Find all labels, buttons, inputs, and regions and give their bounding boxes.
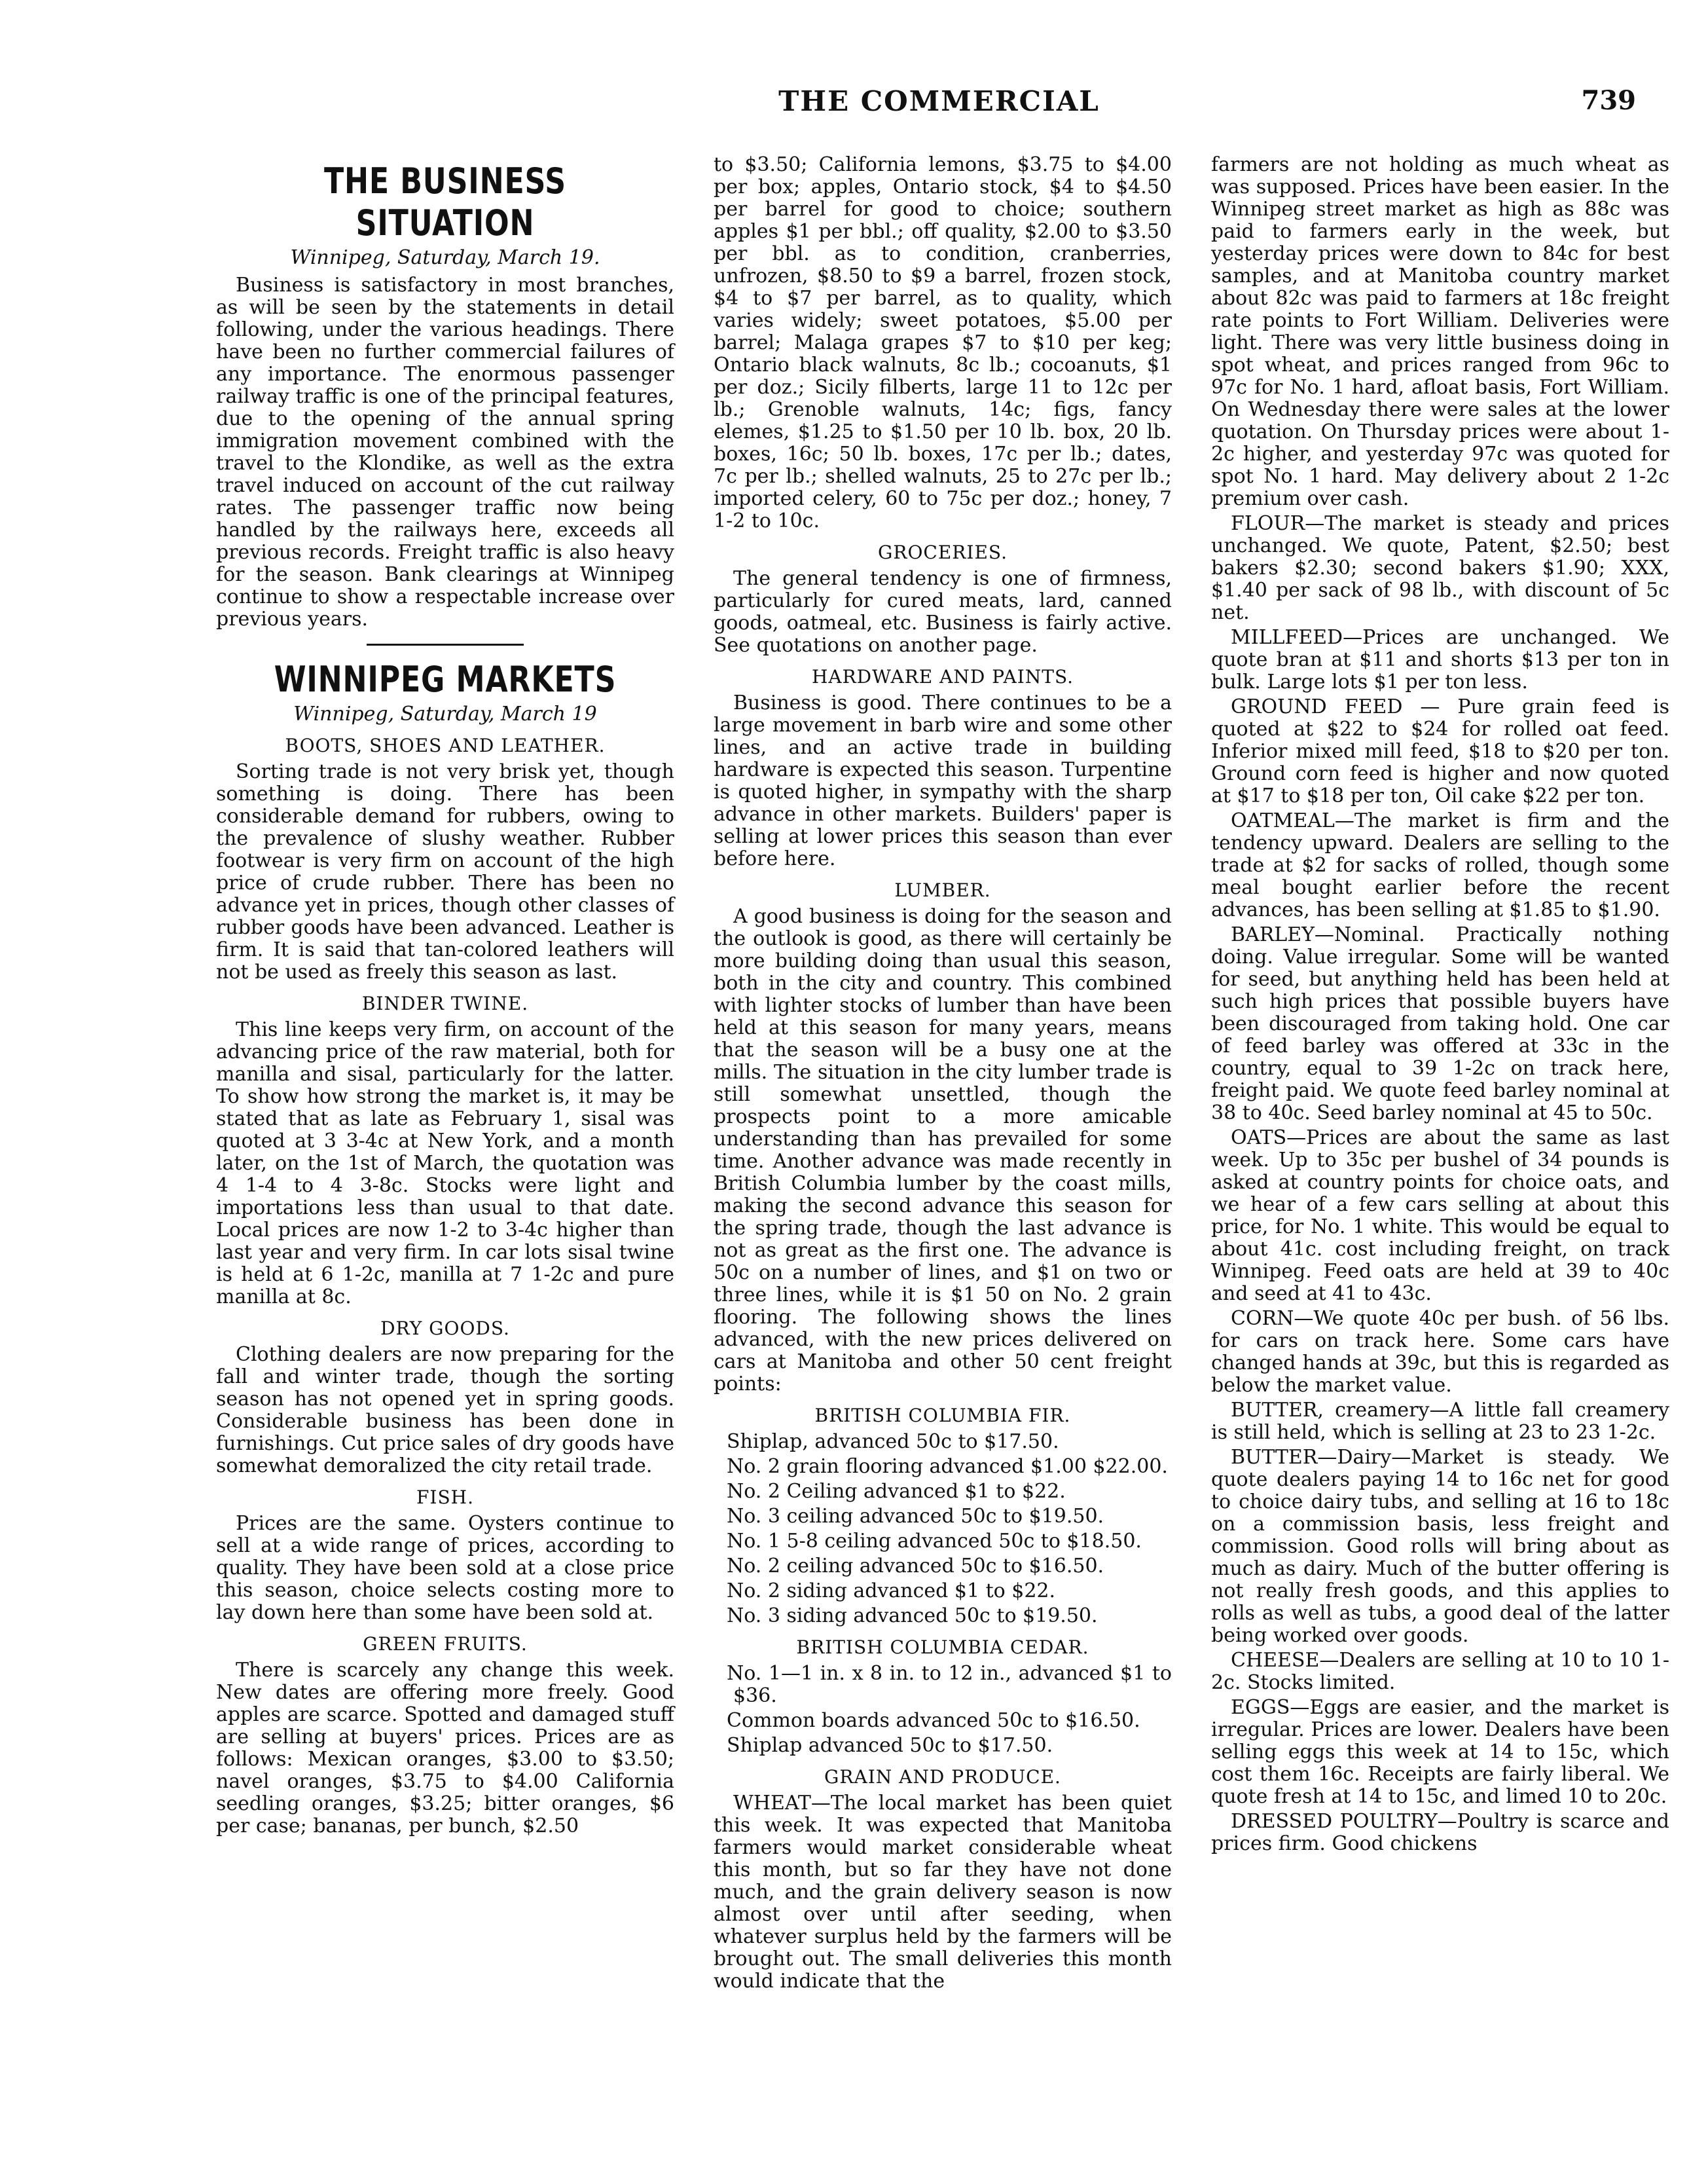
paragraph: farmers are not holding as much wheat as was supposed. Prices have been easier. In the Winnipeg street market as high as 88c was paid to farmers early in the week, but yesterday prices were down to 84c for best samples, and at Manitoba country market about 82c was paid to farmers at 18c freight rate points to Fort William. Deliveries were light. There was very little business doing in spot wheat, and prices ranged from 96c to 97c for No. 1 hard, afloat basis, Fort William. On Wednesday there were sales at the lower quotation. On Thursday prices were about 1-2c higher, and yesterday 97c was quoted for spot No. 1 hard. May delivery about 2 1-2c premium over cash. [1211,153,1669,510]
dateline: Winnipeg, Saturday, March 19. [290,246,600,269]
column-2 [714,154,1172,1995]
column-3 [1211,154,1669,1995]
headline-winnipeg-markets: WINNIPEG MARKETS [274,659,617,700]
section-heading: BOOTS, SHOES AND LEATHER. [285,735,606,756]
paragraph: WHEAT—The local market has been quiet this week. It was expected that Manitoba farmers would market considerable wheat this month, but so far they have not done much, and the grain delivery season is now almost over until after seeding, when whatever surplus held by the farmers will be brought out. The small deliveries this month would indicate that the [714,1792,1172,1993]
list-item: No. 1—1 in. x 8 in. to 12 in., advanced $1 to $36. [727,1662,1172,1707]
section-heading: BRITISH COLUMBIA FIR. [814,1405,1071,1426]
section-heading: GREEN FRUITS. [363,1633,528,1655]
list-item: Common boards advanced 50c to $16.50. [727,1709,1140,1732]
cedar-price-list [714,1663,1172,1757]
headline-business-situation: THE BUSINESS SITUATION [324,160,566,244]
list-item: Shiplap advanced 50c to $17.50. [727,1734,1053,1757]
section-heading: GRAIN AND PRODUCE. [824,1766,1061,1788]
fir-price-list [714,1431,1172,1627]
list-item: No. 2 siding advanced $1 to $22. [727,1579,1056,1602]
list-item: Shiplap, advanced 50c to $17.50. [727,1430,1059,1453]
list-item: No. 3 ceiling advanced 50c to $19.50. [727,1505,1104,1528]
paragraph: FLOUR—The market is steady and prices unchanged. We quote, Patent, $2.50; best bakers $2.30; second bakers $1.90; XXX, $1.40 per sack of 98 lb., with discount of 5c net. [1211,512,1669,624]
paragraph: EGGS—Eggs are easier, and the market is irregular. Prices are lower. Dealers have been selling eggs this week at 14 to 15c, which cost them 16c. Receipts are fairly liberal. We quote fresh at 14 to 15c, and limed 10 to 20c. [1211,1696,1669,1808]
paragraph: There is scarcely any change this week. New dates are offering more freely. Good apples are scarce. Spotted and damaged stuff are selling at buyers' prices. Prices are as follows: Mexican oranges, $3.00 to $3.50; navel oranges, $3.75 to $4.00 California seedling oranges, $3.25; bitter oranges, $6 per case; bananas, per bunch, $2.50 [216,1659,674,1837]
dateline: Winnipeg, Saturday, March 19 [293,703,597,726]
running-head [216,85,1662,124]
paragraph: DRESSED POULTRY—Poultry is scarce and prices firm. Good chickens [1211,1810,1669,1855]
list-item: No. 2 Ceiling advanced $1 to $22. [727,1480,1066,1503]
journal-title: THE COMMERCIAL [778,85,1100,117]
section-heading: FISH. [416,1486,474,1508]
section-heading: GROCERIES. [878,542,1008,563]
paragraph: GROUND FEED — Pure grain feed is quoted at $22 to $24 for rolled oat feed. Inferior mixed mill feed, $18 to $20 per ton. Ground corn feed is higher and now quoted at $17 to $18 per ton, Oil cake $22 per ton. [1211,695,1669,807]
paragraph: Business is satisfactory in most branches, as will be seen by the statements in detail following, under the various headings. There have been no further commercial failures of any importance. The enormous passenger railway traffic is one of the principal features, due to the opening of the annual spring immigration movement combined with the travel to the Klondike, as well as the extra travel induced on account of the cut railway rates. The passenger traffic now being handled by the railways here, exceeds all previous records. Freight traffic is also heavy for the season. Bank clearings at Winnipeg continue to show a respectable increase over previous years. [216,274,674,631]
paragraph: This line keeps very firm, on account of the advancing price of the raw material, both for manilla and sisal, particularly for the latter. To show how strong the market is, it may be stated that as late as February 1, sisal was quoted at 3 3-4c at New York, and a month later, on the 1st of March, the quotation was 4 1-4 to 4 3-8c. Stocks were light and importations less than usual to that date. Local prices are now 1-2 to 3-4c higher than last year and very firm. In car lots sisal twine is held at 6 1-2c, manilla at 7 1-2c and pure manilla at 8c. [216,1018,674,1308]
section-heading: HARDWARE AND PAINTS. [811,666,1074,688]
paragraph: Clothing dealers are now preparing for the fall and winter trade, though the sorting season has not opened yet in spring goods. Considerable business has been done in furnishings. Cut price sales of dry goods have somewhat demoralized the city retail trade. [216,1343,674,1477]
column-1 [216,154,674,1995]
section-heading: DRY GOODS. [380,1318,510,1339]
paragraph: Sorting trade is not very brisk yet, though something is doing. There has been considerable demand for rubbers, owing to the prevalence of slushy weather. Rubber footwear is very firm on account of the high price of crude rubber. There has been no advance yet in prices, though other classes of rubber goods have been advanced. Leather is firm. It is said that tan-colored leathers will not be used as freely this season as last. [216,760,674,984]
paragraph: MILLFEED—Prices are unchanged. We quote bran at $11 and shorts $13 per ton in bulk. Large lots $1 per ton less. [1211,626,1669,693]
paragraph: BUTTER—Dairy—Market is steady. We quote dealers paying 14 to 16c net for good to choice dairy tubs, and selling at 16 to 18c on a commission basis, less freight and commission. Good rolls will bring about as much as dairy. Much of the butter offering is not really fresh goods, and this applies to rolls as well as tubs, a good deal of the latter being worked over goods. [1211,1446,1669,1647]
paragraph: OATS—Prices are about the same as last week. Up to 35c per bushel of 34 pounds is asked at country points for choice oats, and we hear of a few cars selling at about this price, for No. 1 white. This would be equal to about 41c. cost including freight, on track Winnipeg. Feed oats are held at 39 to 40c and seed at 41 to 43c. [1211,1126,1669,1305]
section-heading: LUMBER. [894,879,991,901]
divider-rule [367,644,524,646]
paragraph: to $3.50; California lemons, $3.75 to $4.00 per box; apples, Ontario stock, $4 to $4.50 per barrel for good to choice; southern apples $1 per bbl.; off quality, $2.00 to $3.50 per bbl. as to condition, cranberries, unfrozen, $8.50 to $9 a barrel, frozen stock, $4 to $7 per barrel, as to quality, which varies widely; sweet potatoes, $5.00 per barrel; Malaga grapes $7 to $10 per keg; Ontario black walnuts, 8c lb.; cocoanuts, $1 per doz.; Sicily filberts, large 11 to 12c per lb.; Grenoble walnuts, 14c; figs, fancy elemes, $1.25 to $1.50 per 10 lb. box, 20 lb. boxes, 16c; 50 lb. boxes, 17c per lb.; dates, 7c per lb.; shelled walnuts, 25 to 27c per lb.; imported celery, 60 to 75c per doz.; honey, 7 1-2 to 10c. [714,153,1172,532]
paragraph: OATMEAL—The market is firm and the tendency upward. Dealers are selling to the trade at $2 for sacks of rolled, though some meal bought earlier before the recent advances, has been selling at $1.85 to $1.90. [1211,809,1669,921]
list-item: No. 2 ceiling advanced 50c to $16.50. [727,1555,1104,1577]
paragraph: CORN—We quote 40c per bush. of 56 lbs. for cars on track here. Some cars have changed hands at 39c, but this is regarded as below the market value. [1211,1307,1669,1397]
paragraph: Prices are the same. Oysters continue to sell at a wide range of prices, according to quality. They have been sold at a close price this season, choice selects costing more to lay down here than some have been sold at. [216,1512,674,1624]
list-item: No. 3 siding advanced 50c to $19.50. [727,1604,1098,1627]
list-item: No. 1 5-8 ceiling advanced 50c to $18.50. [727,1530,1142,1553]
paragraph: BARLEY—Nominal. Practically nothing doing. Value irregular. Some will be wanted for seed, but anything held has been held at such high prices that possible buyers have been discouraged from taking hold. One car of feed barley was offered at 33c in the country, equal to 39 1-2c on track here, freight paid. We quote feed barley nominal at 38 to 40c. Seed barley nominal at 45 to 50c. [1211,923,1669,1124]
paragraph: BUTTER, creamery—A little fall creamery is still held, which is selling at 23 to 23 1-2c. [1211,1399,1669,1444]
paragraph: CHEESE—Dealers are selling at 10 to 10 1-2c. Stocks limited. [1211,1649,1669,1694]
section-heading: BINDER TWINE. [361,993,529,1014]
list-item: No. 2 grain flooring advanced $1.00 $22.00. [727,1455,1168,1478]
paragraph: The general tendency is one of firmness, particularly for cured meats, lard, canned goods, oatmeal, etc. Business is fairly active. See quotations on another page. [714,567,1172,657]
section-heading: BRITISH COLUMBIA CEDAR. [796,1636,1089,1658]
article-columns [216,153,1669,1995]
paragraph: A good business is doing for the season and the outlook is good, as there will certainly be more building doing than usual this season, both in the city and country. This combined with lighter stocks of lumber than have been held at this season for many years, means that the season will be a busy one at the mills. The situation in the city lumber trade is still somewhat unsettled, though the prospects point to a more amicable understanding than has prevailed for some time. Another advance was made recently in British Columbia lumber by the coast mills, making the second advance this season for the spring trade, though the last advance is not as great as the first one. The advance is 50c on a number of lines, and $1 on two or three lines, while it is $1 50 on No. 2 grain flooring. The following shows the lines advanced, with the new prices delivered on cars at Manitoba and other 50 cent freight points: [714,905,1172,1395]
page-number: 739 [1581,85,1636,116]
paragraph: Business is good. There continues to be a large movement in barb wire and some other lines, and an active trade in building hardware is expected this season. Turpentine is quoted higher, in sympathy with the sharp advance in other markets. Builders' paper is selling at lower prices this season than ever before here. [714,692,1172,870]
